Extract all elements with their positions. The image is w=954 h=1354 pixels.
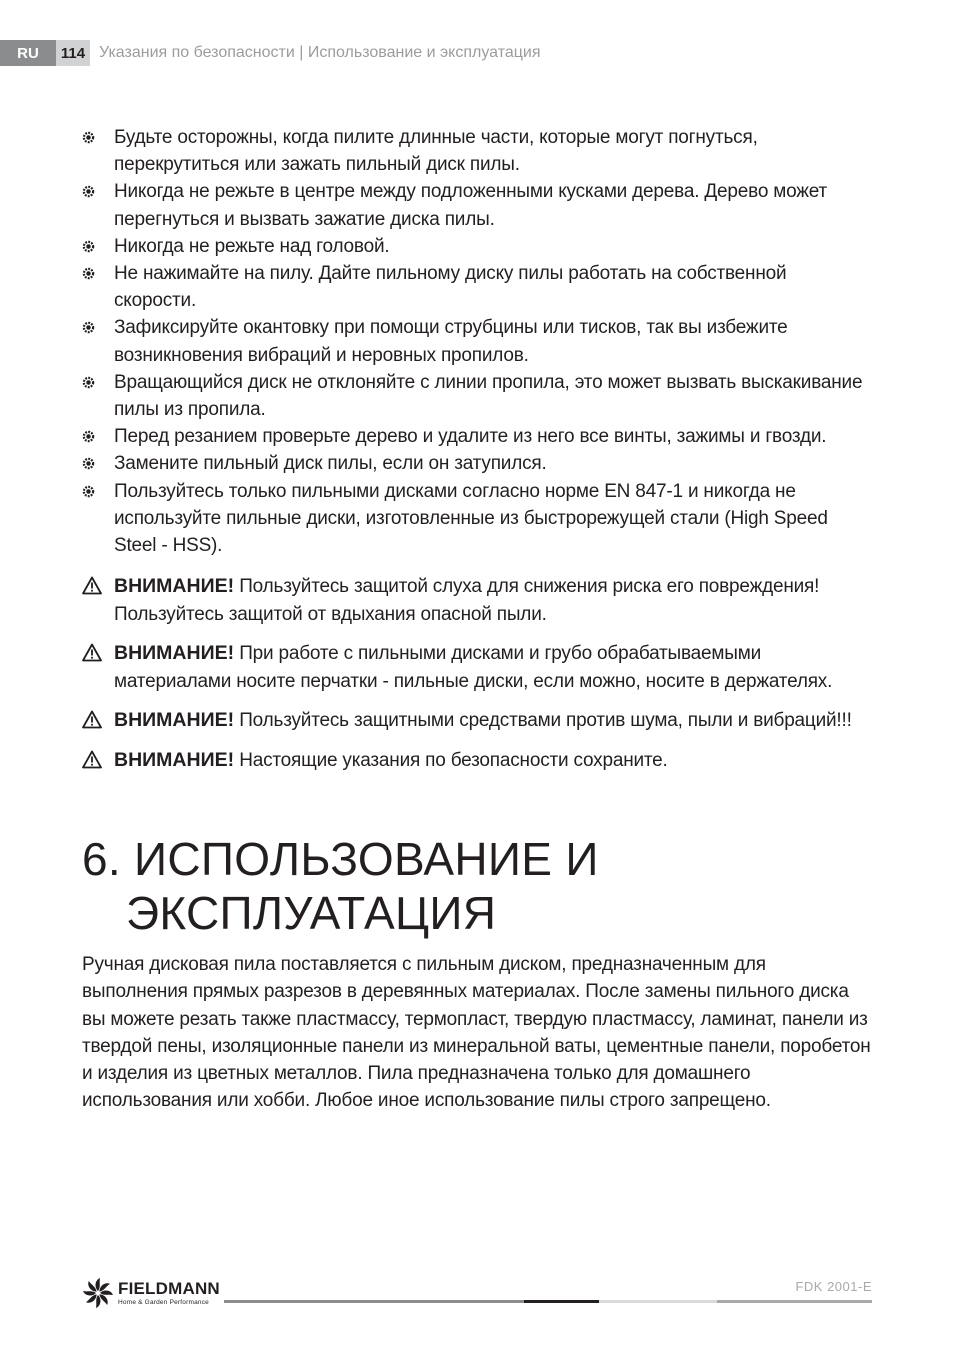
safety-bullet-list [82, 124, 870, 559]
section-body-paragraph: Ручная дисковая пила поставляется с пильным диском, предназначенным для выполнения прямых разрезов в деревянных материалах. После замены пильного диска вы можете резать также пластмассу, термопласт, твердую пластмассу, ламинат, панели из твердой пены, изоляционные панели из минеральной ваты, цементные панели, поробетон и изделия из цветных металлов. Пила предназначена только для домашнего использования или хобби. Любое иное использование пилы строго запрещено. [82, 954, 871, 1112]
warning-triangle-icon [82, 576, 102, 595]
gear-bullet-icon [82, 240, 95, 253]
brand-wordmark [118, 1280, 220, 1306]
warning-triangle-icon [82, 710, 102, 729]
list-item: Никогда не режьте в центре между подложенными кусками дерева. Дерево может перегнуться и вызвать зажатие диска пилы. [82, 178, 870, 232]
list-item: Замените пильный диск пилы, если он затупился. [82, 450, 870, 477]
warning-label: ВНИМАНИЕ! [114, 709, 235, 732]
gear-bullet-icon [82, 185, 95, 198]
brand-tagline: Home & Garden Performance [118, 1299, 209, 1306]
gear-bullet-icon [82, 457, 95, 470]
warning-triangle-icon [82, 643, 102, 662]
gear-bullet-icon [82, 131, 95, 144]
safety-content [82, 124, 870, 774]
footer-rule-segment [717, 1300, 872, 1303]
warning-text: Пользуйтесь защитными средствами против шума, пыли и вибраций!!! [239, 710, 852, 732]
list-item: Вращающийся диск не отклоняйте с линии пропила, это может вызвать выскакивание пилы из пропила. [82, 369, 870, 423]
gear-bullet-icon [82, 430, 95, 443]
warning-text: При работе с пильными дисками и грубо обрабатываемыми материалами носите перчатки - пильные диски, если можно, носите в держателях. [114, 643, 833, 692]
warning-note [82, 573, 870, 628]
model-number: FDK 2001-E [795, 1279, 872, 1294]
warning-triangle-icon [82, 750, 102, 769]
footer-rule-segment [599, 1300, 717, 1303]
page-number: 114 [56, 40, 90, 66]
page-header [0, 40, 541, 66]
list-item: Не нажимайте на пилу. Дайте пильному диску пилы работать на собственной скорости. [82, 260, 870, 314]
section-breadcrumb: Указания по безопасности | Использование и эксплуатация [99, 44, 541, 61]
list-item: Будьте осторожны, когда пилите длинные части, которые могут погнуться, перекрутиться или зажать пильный диск пилы. [82, 124, 870, 178]
warning-label: ВНИМАНИЕ! [114, 642, 235, 665]
gear-bullet-icon [82, 376, 95, 389]
section-title [82, 832, 599, 940]
list-item: Никогда не режьте над головой. [82, 233, 870, 260]
fieldmann-logo-icon [82, 1277, 114, 1309]
warning-label: ВНИМАНИЕ! [114, 748, 235, 771]
warning-label: ВНИМАНИЕ! [114, 575, 235, 598]
warning-note [82, 640, 870, 695]
gear-bullet-icon [82, 321, 95, 334]
footer-rule-segment [524, 1300, 599, 1303]
warning-note [82, 707, 870, 735]
language-badge: RU [0, 40, 56, 66]
list-item: Перед резанием проверьте дерево и удалите из него все винты, зажимы и гвозди. [82, 423, 870, 450]
gear-bullet-icon [82, 267, 95, 280]
warning-text: Настоящие указания по безопасности сохраните. [239, 749, 668, 771]
footer-rule-segment [224, 1300, 524, 1303]
list-item: Пользуйтесь только пильными дисками согласно норме EN 847-1 и никогда не используйте пильные диски, изготовленные из быстрорежущей стали (High Speed Steel - HSS). [82, 478, 870, 560]
section-title-line2: ЭКСПЛУАТАЦИЯ [126, 887, 497, 939]
section-title-line1: 6. ИСПОЛЬЗОВАНИЕ И [82, 833, 599, 885]
list-item: Зафиксируйте окантовку при помощи струбцины или тисков, так вы избежите возникновения вибраций и неровных пропилов. [82, 314, 870, 368]
brand-logo [82, 1277, 220, 1309]
gear-bullet-icon [82, 485, 95, 498]
brand-name: FIELDMANN [118, 1279, 220, 1298]
warning-note [82, 747, 870, 775]
warning-text: Пользуйтесь защитой слуха для снижения риска его повреждения! Пользуйтесь защитой от вдыхания опасной пыли. [114, 576, 820, 625]
